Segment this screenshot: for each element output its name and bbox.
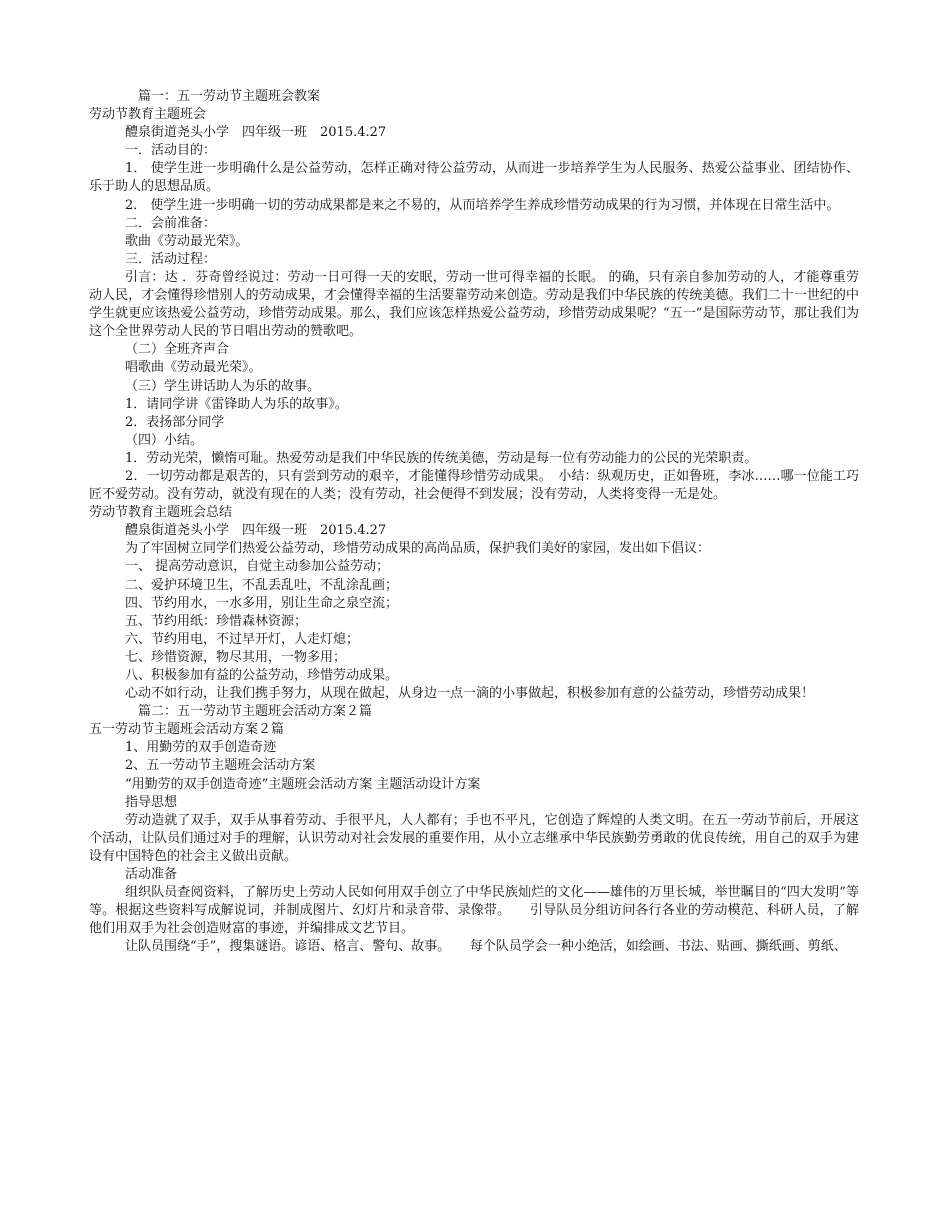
document-line: 1．请同学讲《雷锋助人为乐的故事》。 [125, 396, 348, 412]
document-line: 组织队员查阅资料，了解历史上劳动人民如何用双手创立了中华民族灿烂的文化——雄伟的万里长城，举世瞩目的“四大发明”等等。根据这些资料写成解说词，并制成图片、幻灯片和录音带、录像带。 引导队员分组访问各行各业的劳动模范、科研人员，了解他们用双手为社会创造财富的事迹，并编排成文艺节目。 [89, 885, 859, 937]
document-line: 篇一：五一劳动节主题班会教案 [125, 89, 321, 104]
document-line: 歌曲《劳动最光荣》。 [125, 233, 249, 249]
document-line: 唱歌曲《劳动最光荣》。 [125, 360, 262, 376]
document-line: 八、积极参加有益的公益劳动，珍惜劳动成果。 [125, 668, 399, 683]
document-line: 篇二：五一劳动节主题班会活动方案２篇 [125, 704, 373, 720]
document-line: 四、节约用水，一水多用，别让生命之泉空流； [125, 595, 399, 611]
document-line: 指导思想 [125, 794, 178, 810]
document-line: 六、节约用电，不过早开灯，人走灯熄； [125, 631, 360, 647]
document-line: 2．表扬部分同学 [125, 414, 225, 430]
document-line: 劳动节教育主题班会 [89, 107, 207, 123]
document-line: 1．劳动光荣，懒惰可耻。热爱劳动是我们中华民族的传统美德，劳动是每一位有劳动能力的公民的光荣职责。 [125, 450, 758, 466]
document-line: 2． 使学生进一步明确一切的劳动成果都是来之不易的，从而培养学生养成珍惜劳动成果的行为习惯，并体现在日常生活中。 [125, 197, 840, 213]
document-line: 三．活动过程： [125, 251, 217, 267]
document-line: “用勤劳的双手创造奇迹”主题班会活动方案 主题活动设计方案 [125, 776, 481, 792]
document-page [89, 88, 859, 957]
document-line: （三）学生讲话助人为乐的故事。 [125, 378, 321, 394]
document-line: 五一劳动节主题班会活动方案２篇 [89, 722, 285, 738]
document-line: 活动准备 [125, 867, 178, 883]
document-line: 让队员围绕“手”，搜集谜语。谚语、格言、警句、故事。 每个队员学会一种小绝活，如绘画、书法、贴画、撕纸画、剪纸、 [125, 939, 847, 955]
document-line: 一、 提高劳动意识，自觉主动参加公益劳动； [125, 559, 390, 575]
document-line: 五、节约用纸：珍惜森林资源； [125, 613, 308, 629]
document-line: 1． 使学生进一步明确什么是公益劳动，怎样正确对待公益劳动，从而进一步培养学生为人民服务、热爱公益事业、团结协作、乐于助人的思想品质。 [89, 161, 859, 195]
document-line: 劳动节教育主题班会总结 [89, 505, 233, 521]
document-line: 醴泉街道尧头小学 四年级一班 2015.4.27 [125, 523, 387, 539]
document-line: （二）全班齐声合 [125, 342, 230, 358]
document-line: 劳动造就了双手，双手从事着劳动、手很平凡，人人都有；手也不平凡，它创造了辉煌的人类文明。在五一劳动节前后，开展这个活动，让队员们通过对手的理解，认识劳动对社会发展的重要作用，从小立志继承中华民族勤劳勇敢的优良传统，用自己的双手为建设有中国特色的社会主义做出贡献。 [89, 812, 859, 864]
document-line: （四）小结。 [125, 432, 204, 448]
document-line: 二、爱护环境卫生，不乱丢乱吐，不乱涂乱画； [125, 577, 399, 593]
document-line: 引言：达 ．芬奇曾经说过：劳动一日可得一天的安眠，劳动一世可得幸福的长眠。 的确，只有亲自参加劳动的人，才能尊重劳动人民，才会懂得珍惜别人的劳动成果，才会懂得幸福的生活要靠劳动来创造。劳动是我们中华民族的传统美德。我们二十一世纪的中学生就更应该热爱公益劳动，珍惜劳动成果。那么，我们应该怎样热爱公益劳动，珍惜劳动成果呢？“五一”是国际劳动节，那让我们为这个全世界劳动人民的节日唱出劳动的赞歌吧。 [89, 269, 859, 340]
document-line: 心动不如行动，让我们携手努力，从现在做起，从身边一点一滴的小事做起，积极参加有意的公益劳动，珍惜劳动成果！ [125, 686, 815, 702]
document-line: 2．一切劳动都是艰苦的，只有尝到劳动的艰辛，才能懂得珍惜劳动成果。 小结：纵观历史，正如鲁班，李冰……哪一位能工巧匠不爱劳动。没有劳动，就没有现在的人类；没有劳动，社会便得不到发展；没有劳动，人类将变得一无是处。 [89, 468, 859, 503]
document-line: 一．活动目的： [125, 143, 217, 159]
document-line: 醴泉街道尧头小学 四年级一班 2015.4.27 [125, 125, 387, 141]
document-line: 二．会前准备： [125, 215, 217, 231]
document-line: 2、五一劳动节主题班会活动方案 [125, 758, 316, 774]
document-line: 为了牢固树立同学们热爱公益劳动，珍惜劳动成果的高尚品质，保护我们美好的家园，发出如下倡议： [125, 541, 711, 557]
document-line: 1、用勤劳的双手创造奇迹 [125, 740, 277, 756]
document-line: 七、珍惜资源，物尽其用，一物多用； [125, 649, 347, 665]
